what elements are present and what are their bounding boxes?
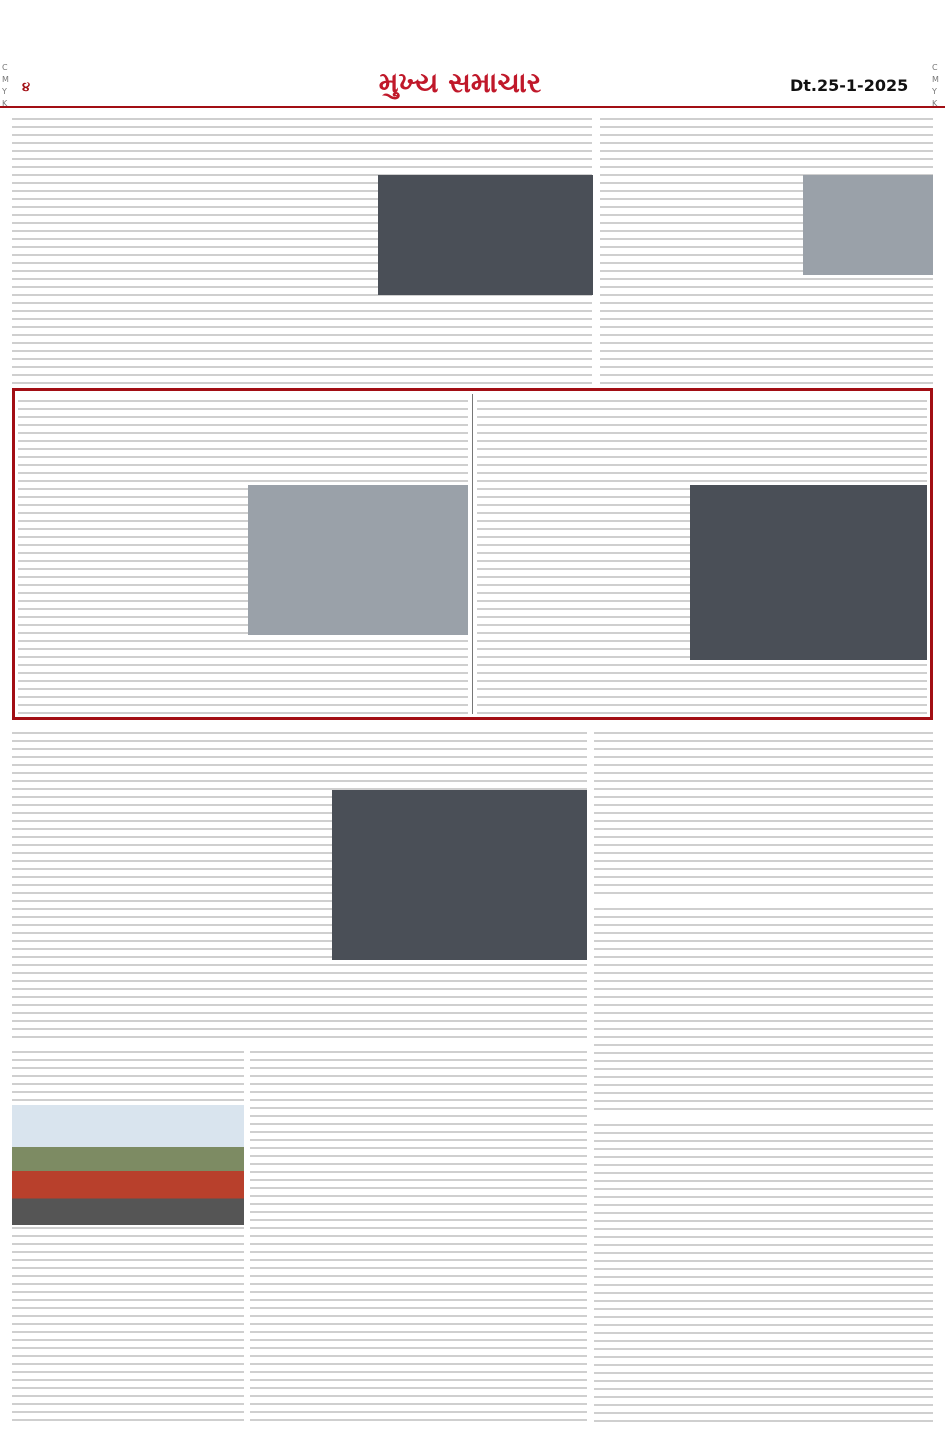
story-cyber-crime-complaint-photo bbox=[803, 175, 933, 275]
story-bangladeshi-intruders-photo bbox=[378, 175, 593, 295]
story-city-burglary bbox=[250, 1045, 587, 1423]
page-number: ૪ bbox=[22, 80, 31, 95]
story-block-train-diversion-photo bbox=[12, 1105, 244, 1225]
story-court-threat-daughter bbox=[594, 726, 933, 896]
story-pocso-bail-rejected bbox=[594, 902, 933, 1112]
story-postman-assault bbox=[594, 1118, 933, 1423]
middle-column-divider bbox=[472, 394, 473, 714]
story-acid-attack-compensation-photo bbox=[248, 485, 468, 635]
story-bootlegger-liquor-truck-photo bbox=[690, 485, 927, 660]
story-block-train-diversion bbox=[12, 1045, 244, 1423]
story-sarpanch-son-death-photo bbox=[332, 790, 587, 960]
section-title: મુખ્ય સમાચાર bbox=[378, 66, 542, 99]
issue-date: Dt.25-1-2025 bbox=[790, 76, 909, 95]
color-registration-marks-right: C M Y K bbox=[932, 63, 939, 108]
color-registration-marks-left: C M Y K bbox=[2, 63, 9, 108]
